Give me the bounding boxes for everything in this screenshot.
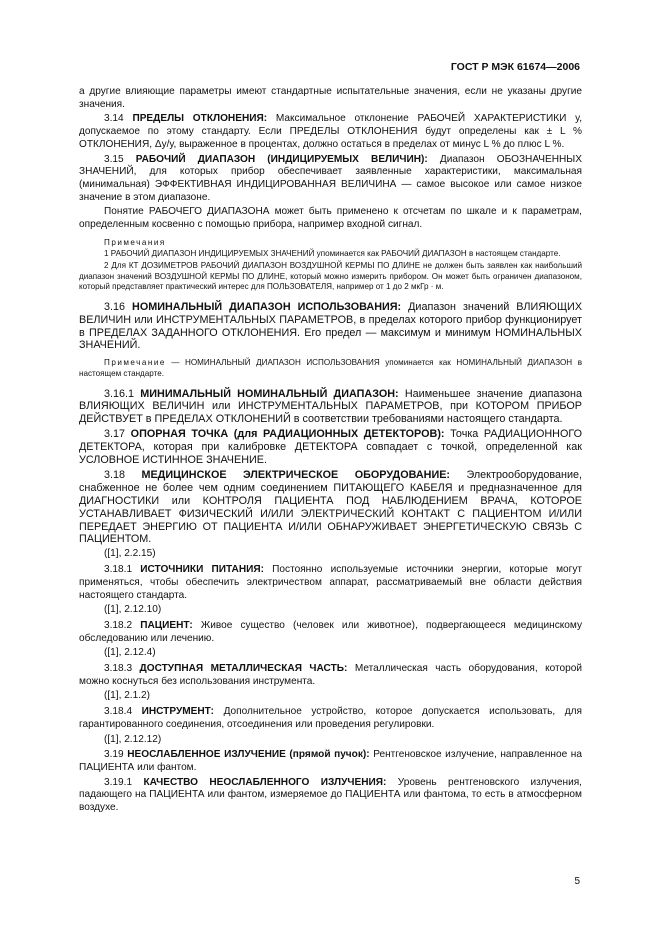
clause-3-15-remark: Понятие РАБОЧЕГО ДИАПАЗОНА может быть применено к отсчетам по шкале и к параметрам, определенным косвенно с помощью прибора, например входной сигнал. — [79, 206, 582, 231]
document-body — [79, 86, 582, 817]
notes-heading: Примечания — [104, 237, 166, 247]
clause-3-16: 3.16 НОМИНАЛЬНЫЙ ДИАПАЗОН ИСПОЛЬЗОВАНИЯ: Диапазон значений ВЛИЯЮЩИХ ВЕЛИЧИН или ИНСТРУМЕНТАЛЬНЫХ ПАРАМЕТРОВ, в пределах которого прибор функционирует в ПРЕДЕЛАХ ЗАДАННОГО ОТКЛОНЕНИЯ. Его предел — максимум и минимум НОМИНАЛЬНЫХ ЗНАЧЕНИЙ. — [79, 300, 583, 352]
reference-3-18-2: ([1], 2.12.4) — [104, 647, 156, 659]
clause-3-15: 3.15 РАБОЧИЙ ДИАПАЗОН (ИНДИЦИРУЕМЫХ ВЕЛИЧИН): Диапазон ОБОЗНАЧЕННЫХ ЗНАЧЕНИЙ, для которых прибор обеспечивает заявленные характеристики, максимальная (минимальная) ЭФФЕКТИВНАЯ ИНДИЦИРОВАННАЯ ВЕЛИЧИНА — самое высокое или самое низкое значение в этом диапазоне. — [79, 153, 582, 203]
note-3-16: Примечание — НОМИНАЛЬНЫЙ ДИАПАЗОН ИСПОЛЬЗОВАНИЯ упоминается как НОМИНАЛЬНЫЙ ДИАПАЗОН в настоящем стандарте. — [79, 358, 582, 378]
reference-3-18: ([1], 2.2.15) — [104, 548, 156, 560]
note-2: 2 Для КТ ДОЗИМЕТРОВ РАБОЧИЙ ДИАПАЗОН ВОЗДУШНОЙ КЕРМЫ ПО ДЛИНЕ не должен быть заявлен как наибольший диапазон значений ВОЗДУШНОЙ КЕРМЫ ПО ДЛИНЕ, который можно измерить прибором. Он может быть ограничен диапазоном, который представляет практический интерес для ПОЛЬЗОВАТЕЛЯ, например от 1 до 2 мкГр · м. — [79, 260, 582, 292]
clause-3-18-2: 3.18.2 ПАЦИЕНТ: Живое существо (человек или животное), подвергающееся медицинскому обследованию или лечению. — [79, 619, 582, 644]
clause-3-17: 3.17 ОПОРНАЯ ТОЧКА (для РАДИАЦИОННЫХ ДЕТЕКТОРОВ): Точка РАДИАЦИОННОГО ДЕТЕКТОРА, которая при калибровке ДЕТЕКТОРА совпадает с точкой, определенной как УСЛОВНОЕ ИСТИННОЕ ЗНАЧЕНИЕ. — [79, 428, 583, 467]
paragraph-continuation: а другие влияющие параметры имеют стандартные испытательные значения, если не указаны другие значения. — [79, 86, 582, 110]
clause-3-16-1: 3.16.1 МИНИМАЛЬНЫЙ НОМИНАЛЬНЫЙ ДИАПАЗОН: Наименьшее значение диапазона ВЛИЯЮЩИХ ВЕЛИЧИН или ИНСТРУМЕНТАЛЬНЫХ ПАРАМЕТРОВ, при КОТОРОМ ПРИБОР ДЕЙСТВУЕТ в ПРЕДЕЛАХ ОТКЛОНЕНИЙ в соответствии требованиями настоящего стандарта. — [79, 387, 583, 426]
clause-3-18-3: 3.18.3 ДОСТУПНАЯ МЕТАЛЛИЧЕСКАЯ ЧАСТЬ: Металлическая часть оборудования, которой можно коснуться без использования инструмента. — [79, 663, 582, 687]
clause-3-18: 3.18 МЕДИЦИНСКОЕ ЭЛЕКТРИЧЕСКОЕ ОБОРУДОВАНИЕ: Электрооборудование, снабженное не более чем одним соединением ПИТАЮЩЕГО КАБЕЛЯ и предназначенное для ДИАГНОСТИКИ или КОНТРОЛЯ ПАЦИЕНТА ПОД НАБЛЮДЕНИЕМ ВРАЧА, КОТОРОЕ УСТАНАВЛИВАЕТ ФИЗИЧЕСКИЙ И/ИЛИ ЭЛЕКТРИЧЕСКИЙ КОНТАКТ С ПАЦИЕНТОМ И/ИЛИ ПЕРЕДАЕТ ЭНЕРГИЮ ОТ ПАЦИЕНТА И/ИЛИ ОБНАРУЖИВАЕТ ЭНЕРГЕТИЧЕСКУЮ СВЯЗЬ С ПАЦИЕНТОМ. — [79, 468, 583, 546]
clause-3-14: 3.14 ПРЕДЕЛЫ ОТКЛОНЕНИЯ: Максимальное отклонение РАБОЧЕЙ ХАРАКТЕРИСТИКИ у, допускаемое по этому стандарту. Если ПРЕДЕЛЫ ОТКЛОНЕНИЯ будут определены как ± L % ОТКЛОНЕНИЯ, Δу/у, выраженное в процентах, должно остаться в пределах от минус L % до плюс L %. — [79, 113, 582, 150]
reference-3-18-1: ([1], 2.12.10) — [104, 604, 162, 616]
reference-3-18-3: ([1], 2.1.2) — [104, 690, 151, 702]
reference-3-18-4: ([1], 2.12.12) — [104, 733, 162, 745]
note-1: 1 РАБОЧИЙ ДИАПАЗОН ИНДИЦИРУЕМЫХ ЗНАЧЕНИЙ упоминается как РАБОЧИЙ ДИАПАЗОН в настоящем стандарте. — [104, 249, 561, 259]
page-number: 5 — [574, 876, 580, 887]
clause-3-18-4: 3.18.4 ИНСТРУМЕНТ: Дополнительное устройство, которое допускается использовать, для гарантированного соединения, отсоединения или проведения регулировки. — [79, 706, 582, 730]
clause-3-19: 3.19 НЕОСЛАБЛЕННОЕ ИЗЛУЧЕНИЕ (прямой пучок): Рентгеновское излучение, направленное на ПАЦИЕНТА или фантом. — [79, 749, 582, 773]
document-code-header: ГОСТ Р МЭК 61674—2006 — [450, 61, 580, 73]
clause-3-19-1: 3.19.1 КАЧЕСТВО НЕОСЛАБЛЕННОГО ИЗЛУЧЕНИЯ: Уровень рентгеновского излучения, падающего на ПАЦИЕНТА или фантом, измеряемое до ПАЦИЕНТА или фантома, то есть в атмосферном воздухе. — [79, 776, 582, 814]
clause-3-18-1: 3.18.1 ИСТОЧНИКИ ПИТАНИЯ: Постоянно используемые источники энергии, которые могут применяться, чтобы обеспечить электричеством аппарат, рассматриваемый вне области действия настоящего стандарта. — [79, 564, 583, 601]
